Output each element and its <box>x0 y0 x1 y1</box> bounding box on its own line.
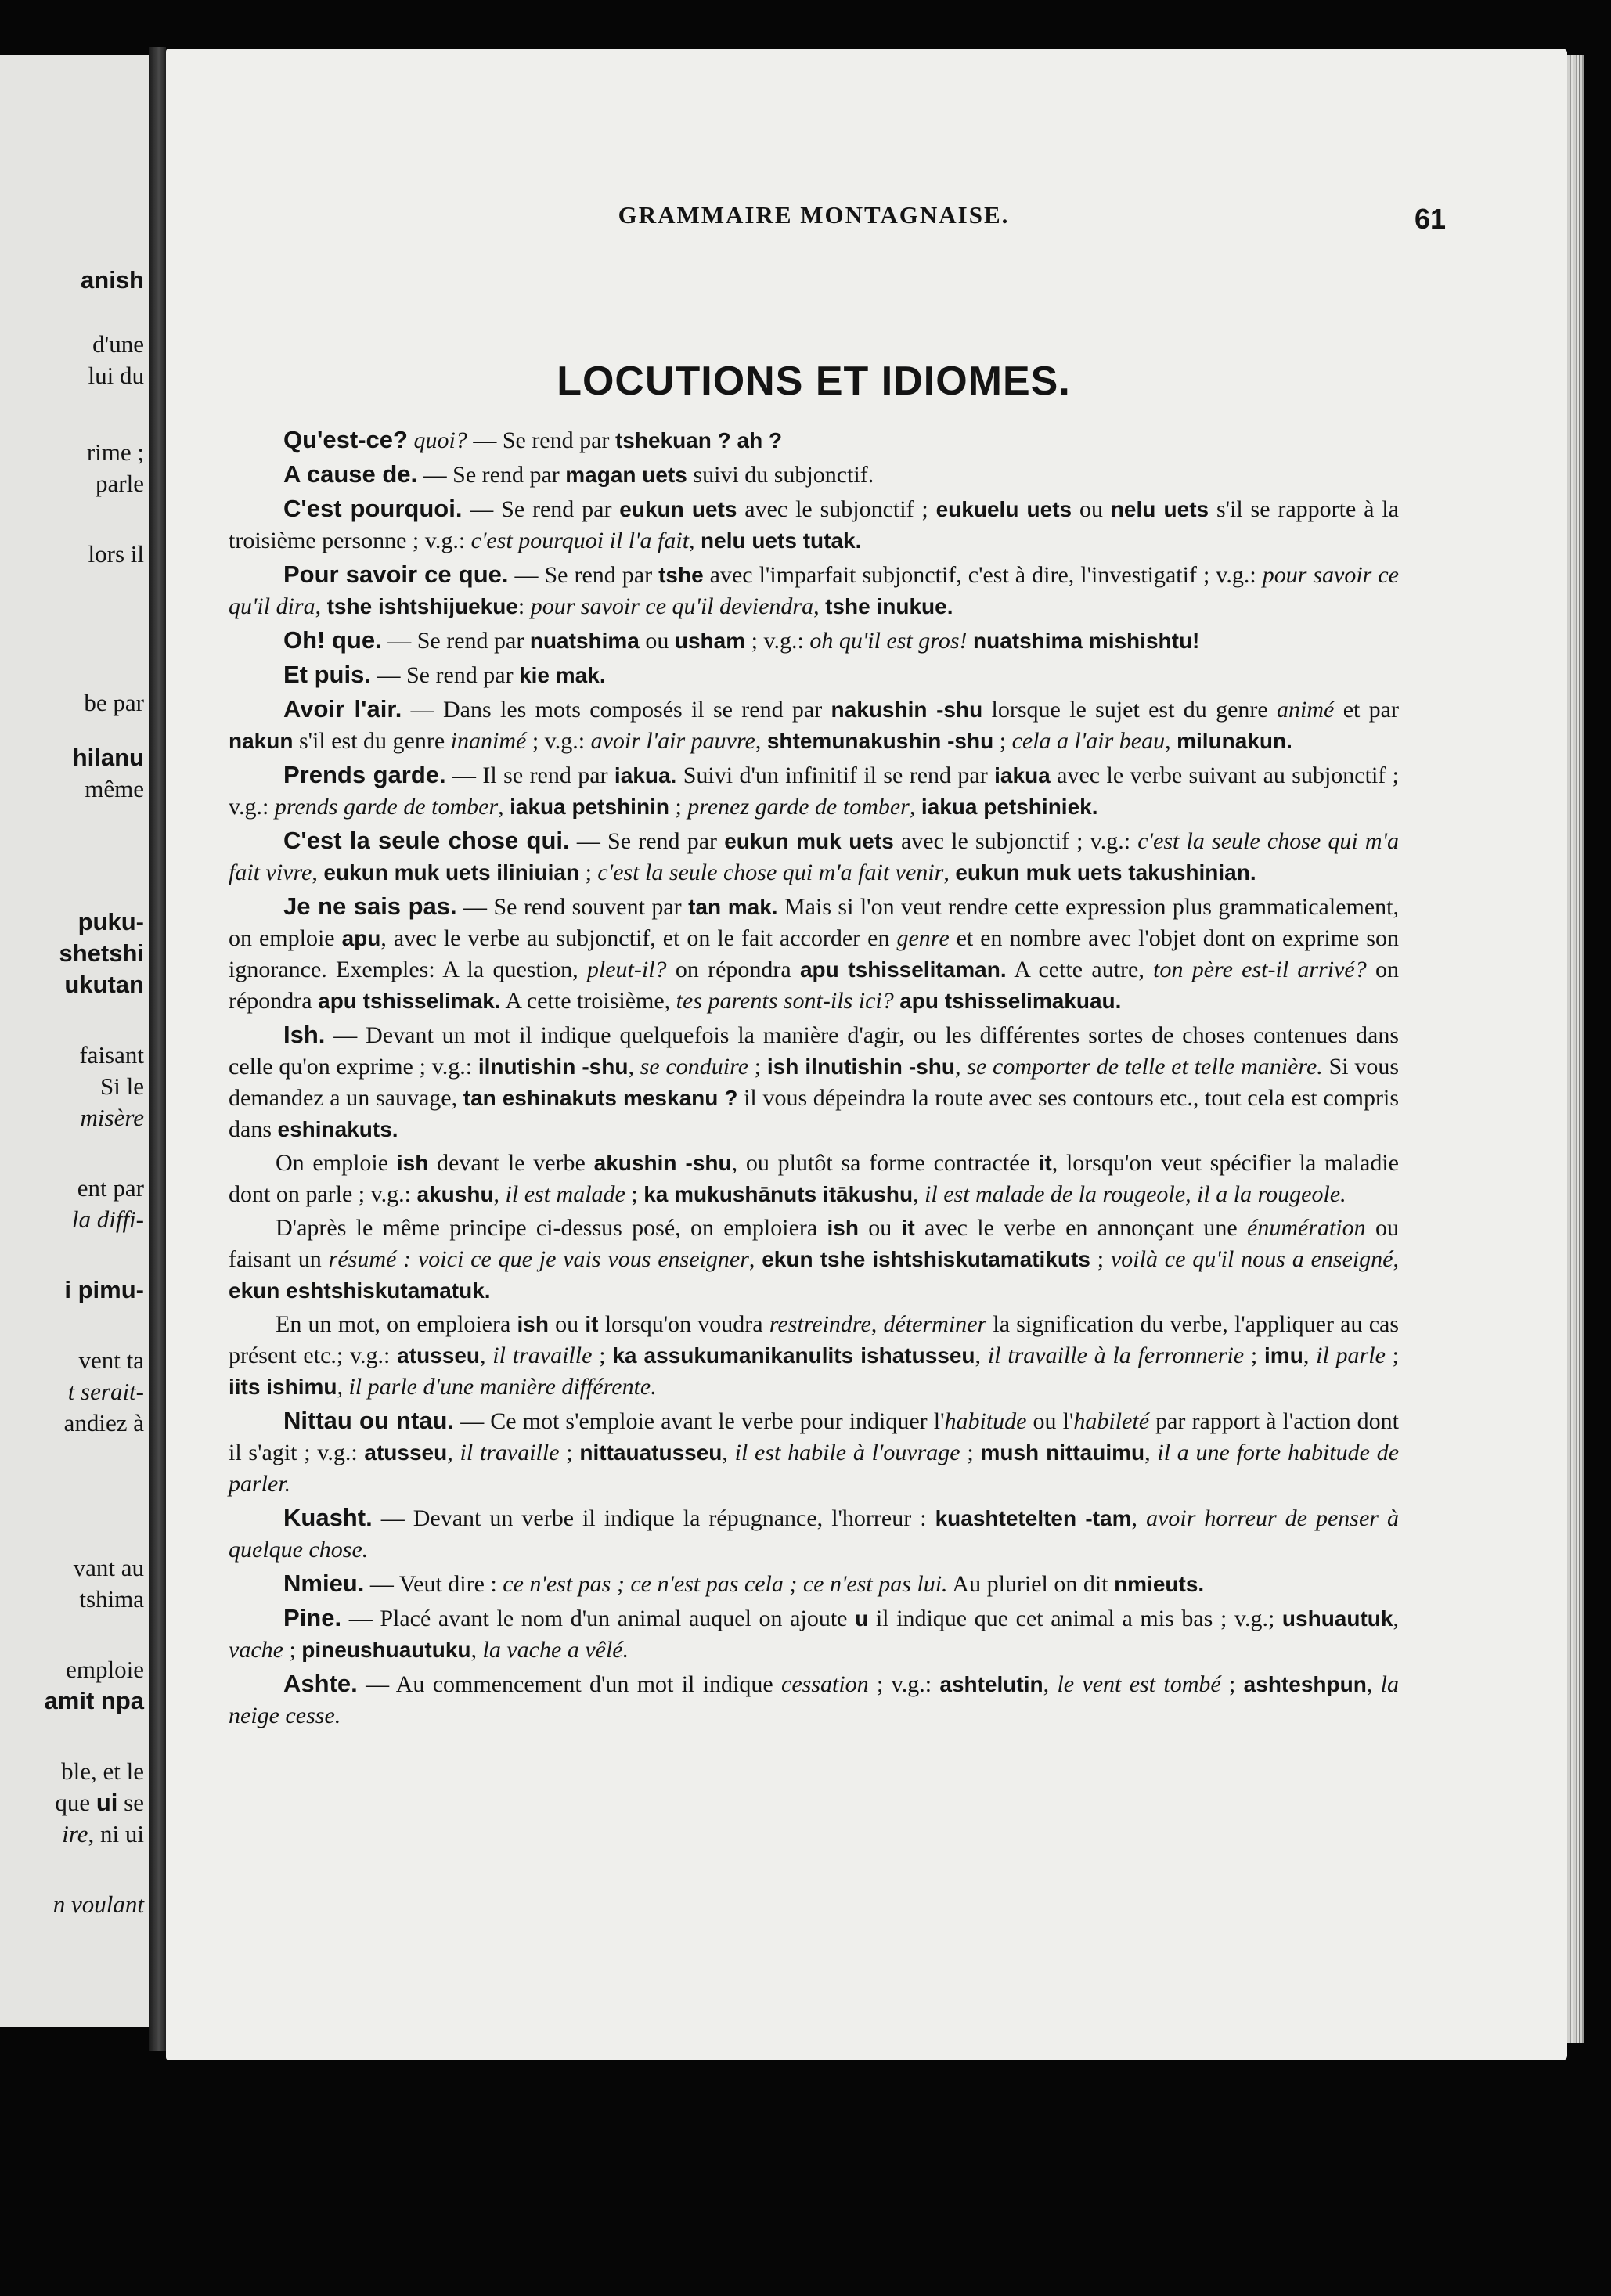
left-page-fragment: anish <box>81 266 144 294</box>
left-page-fragment: tshima <box>79 1585 144 1613</box>
left-page-fragment: misère <box>80 1104 144 1131</box>
locution-entry <box>229 1405 1399 1500</box>
left-page-fragment: Si le <box>100 1072 144 1100</box>
entry-headword: Oh! que. <box>283 626 382 654</box>
left-page-fragment: la diffi- <box>71 1206 144 1233</box>
entry-body: — Se rend par magan uets suivi du subjonctif. <box>417 462 874 488</box>
entry-headword: Qu'est-ce? <box>283 426 408 453</box>
locution-entry <box>229 1309 1399 1403</box>
locution-entry <box>229 1213 1399 1307</box>
left-page-fragment: vant au <box>73 1554 144 1581</box>
entry-body: — Devant un mot il indique quelquefois la manière d'agir, ou les différentes sortes de choses contenues dans celle qu'on exprime ; v.g.: ilnutishin -shu, se conduire ; ish ilnutishin -shu, se comporter de telle et telle manière. Si vous demandez a un sauvage, tan eshinakuts meskanu ? il vous dépeindra la route avec ses contours etc., tout cela est compris dans eshinakuts. <box>229 1022 1400 1142</box>
left-page-fragment: lors il <box>88 540 144 568</box>
left-page-fragment: vent ta <box>78 1346 144 1374</box>
locution-entry <box>229 559 1399 622</box>
page-number: 61 <box>1414 203 1446 235</box>
entry-body: En un mot, on emploiera ish ou it lorsqu'on voudra restreindre, déterminer la signification du verbe, l'appliquer au cas présent etc.; v.g.: atusseu, il travaille ; ka assukumanikanulits ishatusseu, il travaille à la ferronnerie ; imu, il parle ; iits ishimu, il parle d'une manière différente. <box>229 1311 1400 1400</box>
left-page-fragment: shetshi <box>59 939 144 967</box>
locution-entry <box>229 659 1399 691</box>
entry-headword: Et puis. <box>283 661 371 688</box>
entry-headword: Nmieu. <box>283 1570 365 1597</box>
entry-body: — Se rend par nuatshima ou usham ; v.g.: oh qu'il est gros! nuatshima mishishtu! <box>381 628 1200 654</box>
locution-entry <box>229 1568 1399 1600</box>
locution-entry <box>229 625 1399 657</box>
section-heading: LOCUTIONS ET IDIOMES. <box>557 359 1071 404</box>
entry-body: — Se rend par eukun muk uets avec le subjonctif ; v.g.: c'est la seule chose qui m'a fait vivre, eukun muk uets iliniuian ; c'est la seule chose qui m'a fait venir, eukun muk uets takushinian. <box>229 828 1399 885</box>
facing-left-page <box>0 55 151 2027</box>
left-page-fragment: n voulant <box>52 1891 144 1918</box>
left-page-fragment: be par <box>84 689 144 716</box>
entry-body: quoi? — Se rend par tshekuan ? ah ? <box>413 427 783 453</box>
entry-headword: Prends garde. <box>283 761 446 788</box>
left-page-fragment: i pimu- <box>64 1276 144 1303</box>
left-page-fragment: lui du <box>88 362 144 389</box>
entry-body: — Veut dire : ce n'est pas ; ce n'est pas cela ; ce n'est pas lui. Au pluriel on dit nmieuts. <box>364 1571 1205 1597</box>
left-page-fragment: ble, et le <box>61 1757 144 1785</box>
locution-entry <box>229 1148 1399 1210</box>
page-edges <box>1567 55 1584 2043</box>
entry-headword: A cause de. <box>283 460 418 488</box>
left-page-fragment: andiez à <box>63 1409 144 1436</box>
left-page-fragment: ire, ni ui <box>62 1820 144 1847</box>
right-page <box>166 49 1567 2060</box>
entries-list <box>229 424 1399 1734</box>
entry-headword: Kuasht. <box>283 1504 373 1531</box>
entry-headword: Avoir l'air. <box>283 695 402 723</box>
left-page-fragment: d'une <box>92 330 144 358</box>
entry-body: — Se rend par tshe avec l'imparfait subjonctif, c'est à dire, l'investigatif ; v.g.: pour savoir ce qu'il dira, tshe ishtshijuekue: pour savoir ce qu'il deviendra, tshe inukue. <box>229 562 1399 619</box>
locution-entry <box>229 1602 1399 1666</box>
left-page-fragment: ukutan <box>64 971 144 998</box>
entry-body: D'après le même principe ci-dessus posé, on emploiera ish ou it avec le verbe en annonçant une énumération ou faisant un résumé : voici ce que je vais vous enseigner, ekun tshe ishtshiskutamatikuts ; voilà ce qu'il nous a enseigné, ekun eshtshiskutamatuk. <box>229 1215 1399 1303</box>
locution-entry <box>229 1502 1399 1566</box>
left-page-fragment: rime ; <box>86 438 144 466</box>
entry-headword: Pine. <box>283 1604 342 1631</box>
left-page-fragment: emploie <box>66 1656 144 1683</box>
entry-headword: Pour savoir ce que. <box>283 560 509 588</box>
locution-entry <box>229 459 1399 491</box>
entry-body: On emploie ish devant le verbe akushin -shu, ou plutôt sa forme contractée it, lorsqu'on veut spécifier la maladie dont on parle ; v.g.: akushu, il est malade ; ka mukushānuts itākushu, il est malade de la rougeole, il a la rougeole. <box>229 1150 1399 1207</box>
entry-body: — Se rend souvent par tan mak. Mais si l'on veut rendre cette expression plus grammaticalement, on emploie apu, avec le verbe au subjonctif, et on le fait accorder en genre et en nombre avec l'objet dont on exprime son ignorance. Exemples: A la question, pleut-il? on répondra apu tshisselitaman. A cette autre, ton père est-il arrivé? on répondra apu tshisselimak. A cette troisième, tes parents sont-ils ici? apu tshisselimakuau. <box>229 894 1400 1014</box>
book-gutter <box>149 47 166 2051</box>
locution-entry <box>229 891 1399 1017</box>
entry-body: — Se rend par eukun uets avec le subjonctif ; eukuelu uets ou nelu uets s'il se rapporte à la troisième personne ; v.g.: c'est pourquoi il l'a fait, nelu uets tutak. <box>229 496 1399 553</box>
left-page-fragment: t serait- <box>67 1378 144 1405</box>
entry-headword: Ish. <box>283 1021 326 1048</box>
left-page-fragment: amit npa <box>44 1687 144 1714</box>
left-page-fragment: ent par <box>77 1174 144 1202</box>
left-page-fragment: faisant <box>79 1041 144 1069</box>
left-page-fragment: parle <box>96 470 144 497</box>
locution-entry <box>229 759 1399 823</box>
locution-entry <box>229 825 1399 888</box>
locution-entry <box>229 1668 1399 1732</box>
entry-body: — Ce mot s'emploie avant le verbe pour indiquer l'habitude ou l'habileté par rapport à l'action dont il s'agit ; v.g.: atusseu, il travaille ; nittauatusseu, il est habile à l'ouvrage ; mush nittauimu, il a une forte habitude de parler. <box>229 1408 1400 1497</box>
left-page-fragment: hilanu <box>72 744 144 771</box>
entry-headword: Nittau ou ntau. <box>283 1407 455 1434</box>
entry-body: — Se rend par kie mak. <box>370 662 606 688</box>
locution-entry <box>229 424 1399 456</box>
locution-entry <box>229 493 1399 557</box>
entry-body: — Placé avant le nom d'un animal auquel on ajoute u il indique que cet animal a mis bas ; v.g.; ushuautuk, vache ; pineushuautuku, la vache a vêlé. <box>229 1606 1399 1663</box>
left-page-fragment: même <box>85 775 144 802</box>
entry-headword: C'est la seule chose qui. <box>283 827 570 854</box>
locution-entry <box>229 694 1399 757</box>
entry-body: — Il se rend par iakua. Suivi d'un infinitif il se rend par iakua avec le verbe suivant au subjonctif ; v.g.: prends garde de tomber, iakua petshinin ; prenez garde de tomber, iakua petshiniek. <box>229 762 1400 820</box>
running-title: GRAMMAIRE MONTAGNAISE. <box>618 201 1010 229</box>
entry-headword: C'est pourquoi. <box>283 495 463 522</box>
left-page-fragment: puku- <box>77 908 144 935</box>
running-header <box>229 201 1446 235</box>
entry-body: — Au commencement d'un mot il indique cessation ; v.g.: ashtelutin, le vent est tombé ; ashteshpun, la neige cesse. <box>229 1671 1399 1728</box>
entry-headword: Je ne sais pas. <box>283 892 457 920</box>
entry-headword: Ashte. <box>283 1670 358 1697</box>
left-page-fragment: que ui se <box>55 1789 144 1816</box>
locution-entry <box>229 1019 1399 1145</box>
entry-body: — Dans les mots composés il se rend par nakushin -shu lorsque le sujet est du genre animé et par nakun s'il est du genre inanimé ; v.g.: avoir l'air pauvre, shtemunakushin -shu ; cela a l'air beau, milunakun. <box>229 697 1399 754</box>
entry-body: — Devant un verbe il indique la répugnance, l'horreur : kuashtetelten -tam, avoir horreur de penser à quelque chose. <box>229 1505 1399 1563</box>
